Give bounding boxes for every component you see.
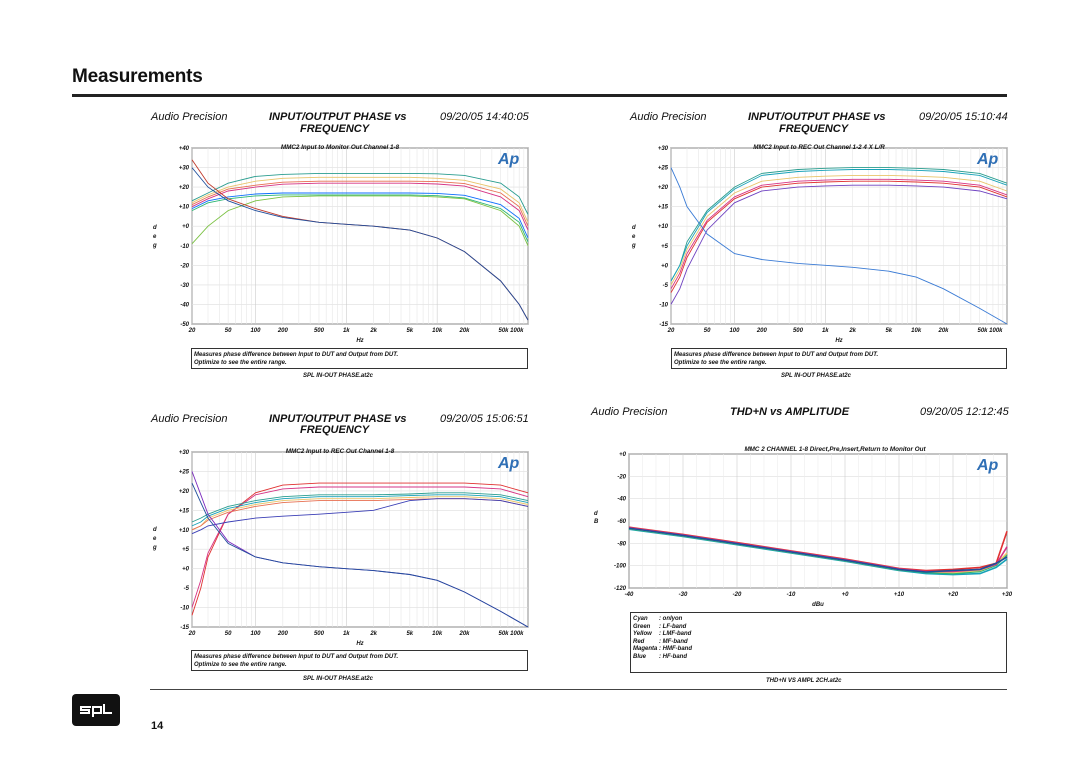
x-tick-label: 2k [370,631,378,637]
y-tick-label: +30 [657,146,668,152]
x-tick-label: 50 [224,631,232,637]
y-tick-label: -5 [183,586,189,593]
x-tick-label: 200 [277,631,288,637]
panel-2-brand: Audio Precision [630,111,707,123]
y-tick-label: +15 [178,508,189,515]
x-tick-label: 100 [729,328,740,334]
y-tick-label: +10 [178,204,189,211]
panel-3-description-line2: Optimize to see the entire range. [194,662,287,668]
panel-2-datetime: 09/20/05 15:10:44 [919,111,1008,123]
y-tick-label: +0 [182,224,189,231]
x-axis-label: Hz [356,338,364,344]
y-tick-label: -10 [659,302,668,309]
panel-4-chart [595,440,1013,610]
x-tick-label: 500 [313,631,324,637]
page-title: Measurements [72,66,203,87]
y-tick-label: -50 [180,322,189,328]
y-tick-label: +25 [657,165,668,172]
panel-1-description [191,348,528,369]
chart-subtitle: MMC2 Input to REC Out Channel 1-8 [285,448,395,455]
panel-2-description-line2: Optimize to see the entire range. [674,360,767,366]
x-tick-label: 50 [224,328,232,334]
y-tick-label: -60 [617,519,626,525]
x-tick-label: 20 [188,631,196,637]
panel-3-description [191,650,528,671]
legend-key: Magenta [633,646,658,652]
y-tick-label: +0 [619,452,626,458]
legend-key: Yellow [633,631,652,637]
legend-key: Red [633,638,645,645]
x-tick-label: +20 [947,592,959,598]
x-tick-label: 10k [432,328,443,334]
y-tick-label: -15 [180,625,189,631]
x-tick-label: 200 [277,328,288,334]
panel-3-filename: SPL IN-OUT PHASE.at2c [303,676,373,682]
panel-3-datetime: 09/20/05 15:06:51 [440,413,529,425]
panel-3-description-line1: Measures phase difference between Input to DUT and Output from DUT. [194,654,399,660]
panel-4-filename: THD+N VS AMPL 2CH.at2c [766,678,842,684]
x-tick-label: 50k 100k [977,328,1003,334]
panel-2-heading: INPUT/OUTPUT PHASE vs [748,111,886,123]
panel-2-filename: SPL IN-OUT PHASE.at2c [781,373,851,379]
chart-subtitle: MMC2 Input to REC Out Channel 1-2 4 X L/R [753,144,885,151]
x-tick-label: 20 [188,328,196,334]
legend-item [633,624,1004,632]
chart-subtitle: MMC 2 CHANNEL 1-8 Direct,Pre,Insert,Return to Monitor Out [744,446,926,453]
x-tick-label: -30 [678,592,688,598]
y-tick-label: -40 [180,302,189,309]
panel-1-heading: INPUT/OUTPUT PHASE vs [269,111,407,123]
x-axis-label: dBu [812,602,824,608]
chart-subtitle: MMC2 Input to Monitor Out Channel 1-8 [280,144,400,151]
legend-key: Blue [633,653,647,660]
x-tick-label: 100 [250,328,261,334]
footer-rule [150,689,1007,690]
plot-frame [192,452,528,627]
y-tick-label: +5 [661,243,668,250]
x-tick-label: 10k [911,328,922,334]
y-tick-label: -10 [180,243,189,250]
x-tick-label: 20 [667,328,675,334]
x-tick-label: 5k [885,328,893,334]
y-tick-label: +40 [178,146,189,152]
x-tick-label: 100 [250,631,261,637]
y-tick-label: -40 [617,496,626,503]
panel-1-description-line2: Optimize to see the entire range. [194,360,287,366]
spl-logo-mark [72,694,120,726]
page-number: 14 [151,720,164,732]
x-tick-label: 500 [313,328,324,334]
panel-4-ylabel: d B [594,511,599,525]
panel-4-brand: Audio Precision [591,406,668,418]
legend-key: Cyan [633,616,648,622]
ap-logo-icon: Ap [498,455,520,472]
legend-item [633,646,1004,654]
x-tick-label: -10 [786,592,796,598]
panel-3-ylabel: d e g [153,527,157,551]
y-tick-label: -100 [613,563,626,570]
x-tick-label: 1k [821,328,829,334]
panel-1-brand: Audio Precision [151,111,228,123]
x-tick-label: 200 [756,328,767,334]
y-tick-label: -20 [617,474,626,481]
y-tick-label: -30 [180,282,189,289]
panel-1-description-line1: Measures phase difference between Input to DUT and Output from DUT. [194,352,399,358]
x-tick-label: +30 [1001,592,1013,598]
ap-logo-icon: Ap [977,457,999,474]
x-tick-label: 2k [370,328,378,334]
x-tick-label: 5k [406,328,414,334]
legend-value: : MF-band [659,638,688,645]
x-tick-label: -20 [732,592,742,598]
y-tick-label: -20 [180,263,189,270]
y-tick-label: -120 [613,586,626,592]
x-tick-label: +10 [893,592,905,598]
x-axis-label: Hz [356,641,364,647]
y-tick-label: +20 [178,488,189,495]
y-tick-label: -10 [180,605,189,612]
y-tick-label: +25 [178,469,189,476]
x-tick-label: 500 [792,328,803,334]
y-tick-label: +20 [657,185,668,192]
legend-value: : HMF-band [659,646,692,652]
legend-value: : onlyon [659,616,683,622]
x-tick-label: +0 [841,592,849,598]
legend-key: Green [633,623,651,630]
x-tick-label: 50k 100k [498,631,524,637]
y-tick-label: +15 [657,204,668,211]
legend-value: : HF-band [659,653,687,660]
legend-item [633,631,1004,639]
legend-value: : LMF-band [659,631,692,637]
ap-logo-icon: Ap [977,151,999,168]
x-tick-label: 20k [459,631,470,637]
legend-item [633,639,1004,647]
panel-2-ylabel: d e g [632,225,636,249]
y-tick-label: +30 [178,450,189,456]
x-tick-label: 50k 100k [498,328,524,334]
x-tick-label: 20k [938,328,949,334]
panel-4-legend [630,612,1007,673]
panel-3-heading: INPUT/OUTPUT PHASE vs [269,413,407,425]
legend-item [633,654,1004,662]
panel-4-heading: THD+N vs AMPLITUDE [730,406,850,418]
x-axis-label: Hz [835,338,843,344]
panel-1-datetime: 09/20/05 14:40:05 [440,111,529,123]
legend-item [633,616,1004,624]
x-tick-label: 2k [849,328,857,334]
panel-2-chart [629,140,1009,350]
y-tick-label: -15 [659,322,668,328]
panel-3-heading-2: FREQUENCY [300,424,370,436]
y-tick-label: +30 [178,165,189,172]
panel-3-brand: Audio Precision [151,413,228,425]
x-tick-label: 10k [432,631,443,637]
x-tick-label: -40 [624,592,634,598]
panel-2-heading-2: FREQUENCY [779,123,849,135]
panel-3-chart [150,442,530,652]
y-tick-label: +10 [657,224,668,231]
panel-1-chart [150,140,530,350]
panel-1-filename: SPL IN-OUT PHASE.at2c [303,373,373,379]
spl-logo [72,694,120,726]
x-tick-label: 1k [342,631,350,637]
panel-2-description-line1: Measures phase difference between Input to DUT and Output from DUT. [674,352,879,358]
y-tick-label: -80 [617,541,626,548]
y-tick-label: +10 [178,527,189,534]
legend-value: : LF-band [659,623,687,630]
plot-frame [192,148,528,324]
y-tick-label: +0 [182,566,189,573]
x-tick-label: 1k [342,328,350,334]
panel-2-description [671,348,1007,369]
title-rule [72,94,1007,97]
panel-1-ylabel: d e g [153,225,157,249]
x-tick-label: 5k [406,631,414,637]
panel-1-heading-2: FREQUENCY [300,123,370,135]
x-tick-label: 50 [703,328,711,334]
ap-logo-icon: Ap [498,151,520,168]
panel-4-datetime: 09/20/05 12:12:45 [920,406,1009,418]
x-tick-label: 20k [459,328,470,334]
plot-frame [671,148,1007,324]
y-tick-label: +0 [661,263,668,270]
y-tick-label: +20 [178,185,189,192]
y-tick-label: +5 [182,547,189,554]
y-tick-label: -5 [662,282,668,289]
